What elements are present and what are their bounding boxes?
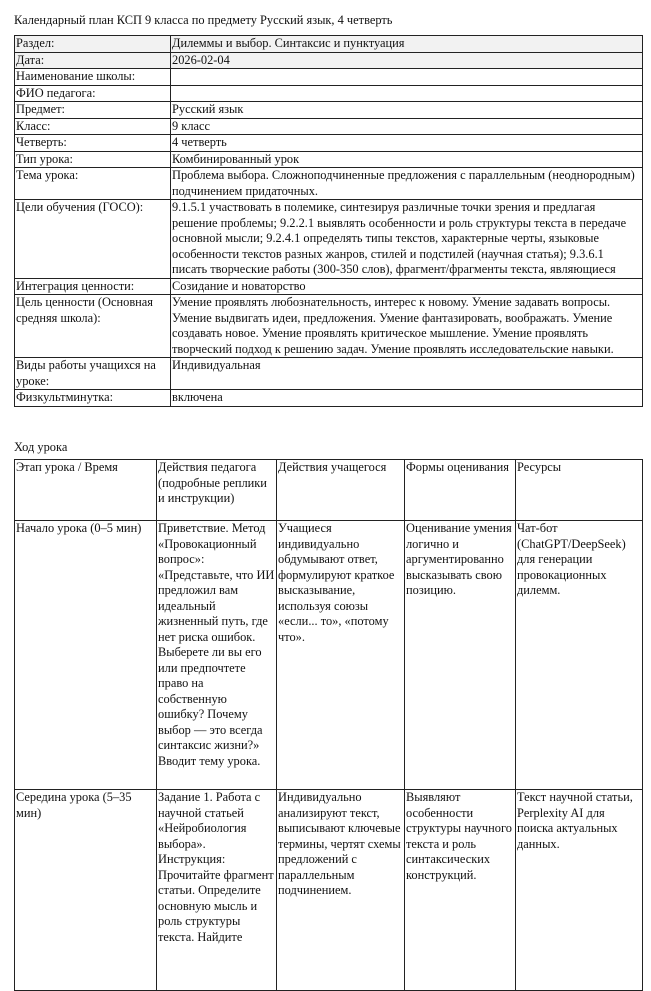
table-row [15, 521, 643, 790]
info-label: Класс: [15, 118, 171, 135]
info-value: Дилеммы и выбор. Синтаксис и пунктуация [171, 36, 643, 53]
lesson-table-header-row [15, 460, 643, 521]
page-title: Календарный план КСП 9 класса по предмету Русский язык, 4 четверть [14, 13, 393, 27]
info-row [15, 200, 643, 279]
info-value: Комбинированный урок [171, 151, 643, 168]
student-actions-cell: Учащиеся индивидуально обдумывают ответ, формулируют краткое высказывание, используя союзы «если... то», «потому что». [277, 521, 405, 790]
student-actions-cell: Индивидуально анализируют текст, выписывают ключевые термины, чертят схемы предложений с параллельным подчинением. [277, 790, 405, 991]
lesson-info-table [14, 35, 643, 407]
info-label: Наименование школы: [15, 69, 171, 86]
info-value: 9.1.5.1 участвовать в полемике, синтезируя различные точки зрения и предлагая решение проблемы; 9.2.2.1 выявлять особенности и роль структуры текста в передаче основной мысли; 9.2.4.1 определять типы текстов, характерные черты, языковые особенности текстов разных жанров, стилей и подстилей (научная статья); 9.3.6.1 писать творческие работы (300-350 слов), фрагмент/фрагменты текста, являющиеся [171, 200, 643, 279]
info-row [15, 52, 643, 69]
resources-cell: Чат-бот (ChatGPT/DeepSeek) для генерации провокационных дилемм. [516, 521, 643, 790]
info-row [15, 168, 643, 200]
info-value: Созидание и новаторство [171, 278, 643, 295]
info-label: Цель ценности (Основная средняя школа): [15, 295, 171, 358]
info-row [15, 295, 643, 358]
resources-cell: Текст научной статьи, Perplexity AI для поиска актуальных данных. [516, 790, 643, 991]
info-row [15, 69, 643, 86]
info-value: 2026-02-04 [171, 52, 643, 69]
info-label: ФИО педагога: [15, 85, 171, 102]
info-label: Дата: [15, 52, 171, 69]
info-label: Предмет: [15, 102, 171, 119]
info-value: 4 четверть [171, 135, 643, 152]
info-label: Виды работы учащихся на уроке: [15, 358, 171, 390]
lesson-progress-table [14, 459, 643, 991]
info-value: Русский язык [171, 102, 643, 119]
info-row [15, 278, 643, 295]
info-label: Тип урока: [15, 151, 171, 168]
table-row [15, 790, 643, 991]
header-assessment: Формы оценивания [405, 460, 516, 521]
teacher-actions-cell: Задание 1. Работа с научной статьей «Нейробиология выбора». Инструкция: Прочитайте фрагмент статьи. Определите основную мысль и роль структуры текста. Найдите [157, 790, 277, 991]
info-value: включена [171, 390, 643, 407]
info-value [171, 69, 643, 86]
info-value [171, 85, 643, 102]
stage-cell: Начало урока (0–5 мин) [15, 521, 157, 790]
info-value: Умение проявлять любознательность, интерес к новому. Умение задавать вопросы. Умение выдвигать идеи, предложения. Умение фантазировать, воображать. Умение создавать новое. Умение проявлять критическое мышление. Умение проявлять творческий подход к решению задач. Умение проявлять исследовательские навыки. [171, 295, 643, 358]
lesson-progress-heading: Ход урока [14, 440, 68, 454]
header-resources: Ресурсы [516, 460, 643, 521]
info-row [15, 36, 643, 53]
info-row [15, 358, 643, 390]
stage-cell: Середина урока (5–35 мин) [15, 790, 157, 991]
teacher-actions-cell: Приветствие. Метод «Провокационный вопрос»: «Представьте, что ИИ предложил вам идеальный жизненный путь, где нет риска ошибок. Выберете ли вы его или предпочтете право на собственную ошибку? Почему выбор — это всегда синтаксис жизни?» Вводит тему урока. [157, 521, 277, 790]
info-label: Четверть: [15, 135, 171, 152]
info-value: Индивидуальная [171, 358, 643, 390]
info-row [15, 85, 643, 102]
info-row [15, 102, 643, 119]
info-label: Цели обучения (ГОСО): [15, 200, 171, 279]
assessment-cell: Оценивание умения логично и аргументированно высказывать свою позицию. [405, 521, 516, 790]
info-label: Тема урока: [15, 168, 171, 200]
header-teacher-actions: Действия педагога (подробные реплики и инструкции) [157, 460, 277, 521]
info-row [15, 390, 643, 407]
info-row [15, 118, 643, 135]
header-student-actions: Действия учащегося [277, 460, 405, 521]
info-row [15, 135, 643, 152]
info-value: 9 класс [171, 118, 643, 135]
info-value: Проблема выбора. Сложноподчиненные предложения с параллельным (неоднородным) подчинением придаточных. [171, 168, 643, 200]
assessment-cell: Выявляют особенности структуры научного текста и роль синтаксических конструкций. [405, 790, 516, 991]
header-stage: Этап урока / Время [15, 460, 157, 521]
info-row [15, 151, 643, 168]
info-label: Физкультминутка: [15, 390, 171, 407]
info-label: Раздел: [15, 36, 171, 53]
info-label: Интеграция ценности: [15, 278, 171, 295]
